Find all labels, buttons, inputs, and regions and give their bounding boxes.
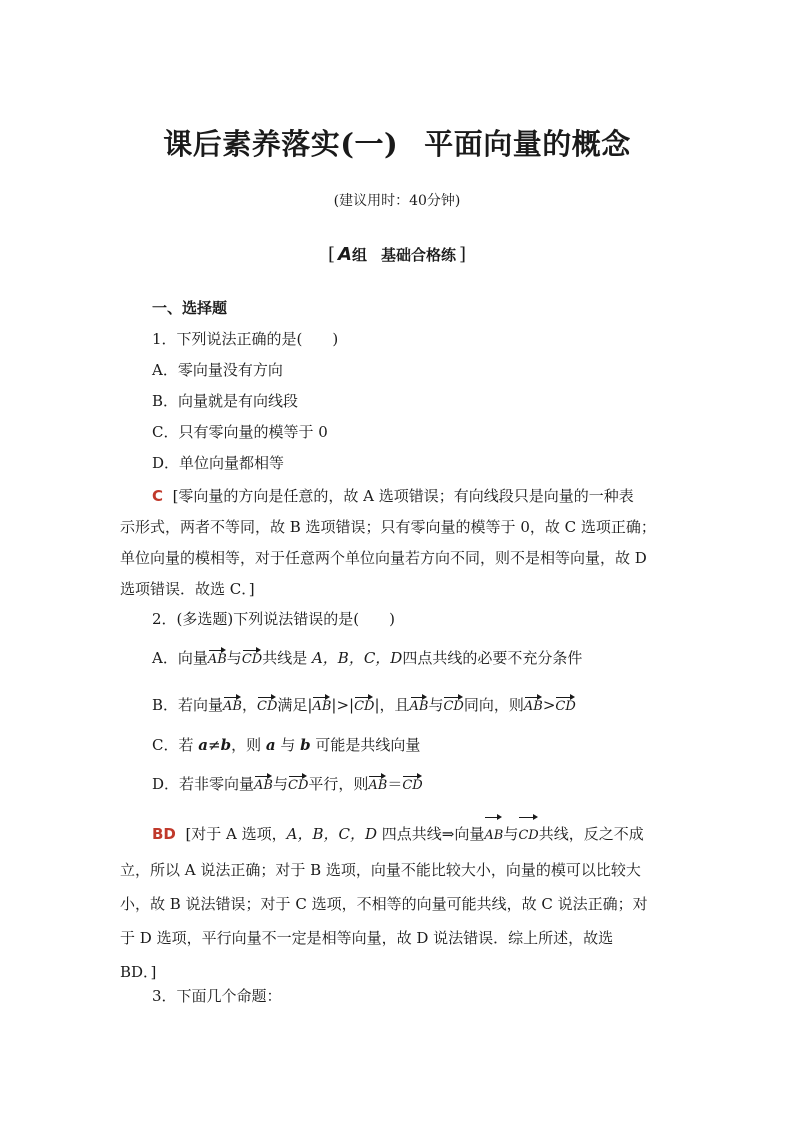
q2-answer: BD [152,825,176,843]
q2-option-d: D．若非零向量AB与CD平行，则AB＝CD [152,775,423,793]
multi-choice-tag: (多选题) [176,610,234,628]
q1-option-a: A．零向量没有方向 [152,361,283,379]
q3-stem: 3．下面几个命题： [152,987,282,1005]
q1-option-d: D．单位向量都相等 [152,454,285,472]
vector-ab: AB [223,699,242,714]
vector-ab: AB [207,652,227,667]
vector-ab: AB [484,819,503,853]
vector-cd: CD [518,819,538,853]
section-heading: 一、选择题 [152,299,228,317]
title-main: 课后素养落实(一) [163,127,399,161]
q1-option-c: C．只有零向量的模等于 0 [152,423,328,441]
title-topic: 平面向量的概念 [424,127,631,161]
q2-option-c: C．若 a≠b，则 a 与 b 可能是共线向量 [152,736,421,754]
q2-stem: 2．(多选题)下列说法错误的是( ) [152,610,395,628]
vector-ab: AB [254,778,273,793]
vector-ab: AB [312,699,332,714]
q1-stem: 1．下列说法正确的是( ) [152,330,339,348]
vector-cd: CD [257,699,278,714]
vector-ab: AB [368,778,388,793]
group-letter: A [338,244,352,265]
q1-option-b: B．向量就是有向线段 [152,392,299,410]
vector-cd: CD [555,699,576,714]
q2-option-a: A．向量AB与CD共线是 A，B，C，D四点共线的必要不充分条件 [152,649,583,667]
group-name: 基础合格练 [380,246,456,264]
q1-explanation: C [零向量的方向是任意的，故 A 选项错误；有向线段只是向量的一种表 示形式，两者不等同，故 B 选项错误；只有零向量的模等于 0，故 C 选项正确； 单位向量的模相等，对于任意两个单位向量若方向不同，则不是相等向量，故 D 选项错误．故选 C．] [120,487,656,598]
vector-cd: CD [443,699,464,714]
vector-cd: CD [288,778,309,793]
vector-cd: CD [241,652,263,667]
q2-option-b: B．若向量AB，CD满足|AB|>|CD|，且AB与CD同向，则AB>CD [152,696,576,714]
q2-explanation: BD [对于 A 选项，A，B，C，D 四点共线⇒向量AB与CD共线，反之不成 立，所以 A 说法正确；对于 B 选项，向量不能比较大小，向量的模可以比较大 小，故 B 说法错误；对于 C 选项，不相等的向量可能共线，故 C 说法正确；对 于 D 选项，平行向量不一定是相等向量，故 D 说法错误．综上所述，故选 BD．] [120,817,680,989]
time-hint: (建议用时：40分钟) [333,193,461,209]
vector-ab: AB [409,699,429,714]
group-heading: [ A组 基础合格练 ] [327,244,467,265]
vector-cd: CD [402,778,423,793]
q1-answer: C [152,487,164,505]
vector-cd: CD [354,699,375,714]
vector-ab: AB [523,699,543,714]
page-title [0,122,794,163]
